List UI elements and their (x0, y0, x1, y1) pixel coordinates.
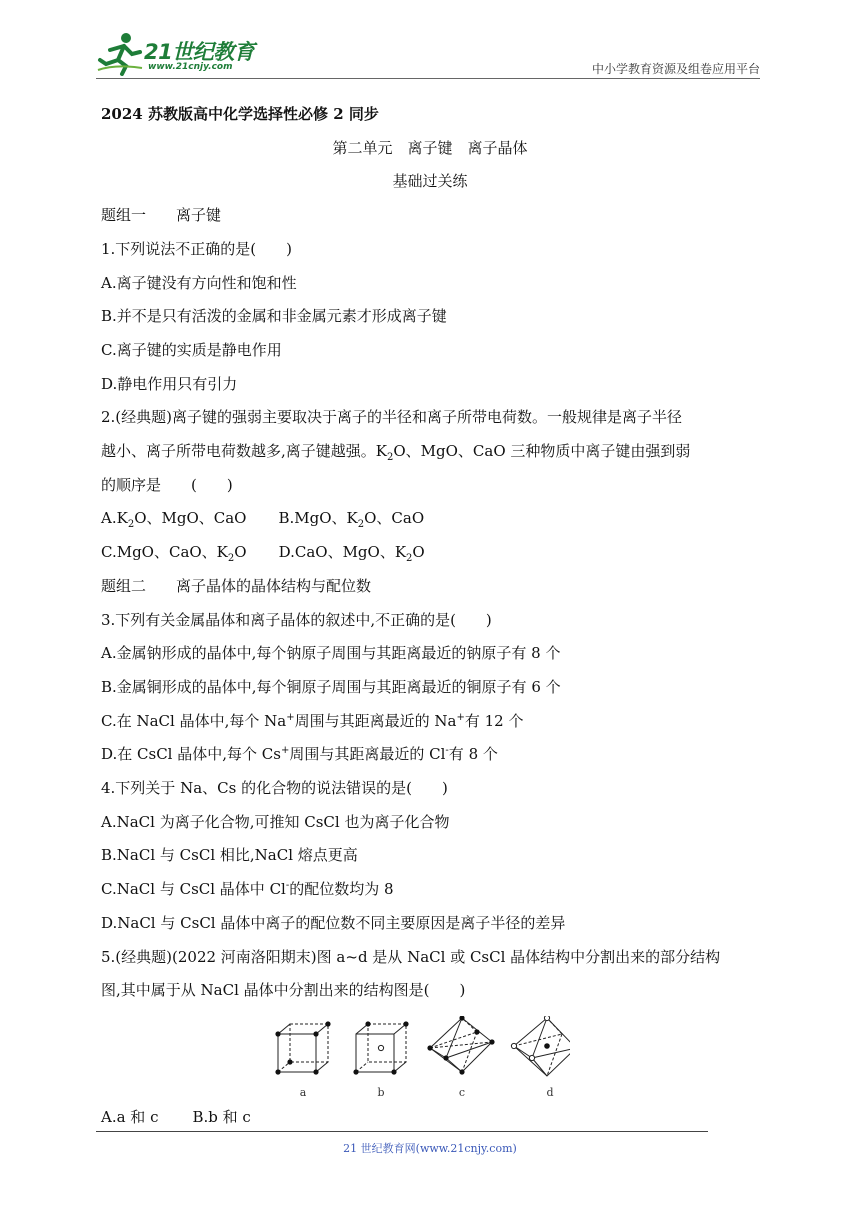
q2-stem-line1: 2.(经典题)离子键的强弱主要取决于离子的半径和离子所带电荷数。一般规律是离子半径 (101, 408, 683, 427)
q2-line2-part-a: 越小、离子所带电荷数越多,离子键越强。K (101, 442, 387, 461)
header-divider (96, 78, 760, 79)
q2-d-pre: D.CaO、MgO、K (278, 543, 407, 562)
q2-option-c (101, 543, 247, 565)
q3-d-part-a: D.在 CsCl 晶体中,每个 Cs (101, 745, 281, 764)
q3-c-part-b: 周围与其距离最近的 Na (294, 711, 457, 730)
q4-c-part-a: C.NaCl 与 CsCl 晶体中 Cl (101, 880, 286, 899)
crystal-structure-figure (270, 1016, 570, 1102)
group-heading-2: 题组二 离子晶体的晶体结构与配位数 (101, 576, 372, 595)
superscript: - (285, 880, 290, 892)
fig-label-b: b (377, 1086, 385, 1099)
superscript: + (456, 711, 465, 723)
site-logo (96, 30, 266, 80)
q5-stem-line2: 图,其中属于从 NaCl 晶体中分割出来的结构图是( ) (101, 981, 466, 1000)
q4-option-d: D.NaCl 与 CsCl 晶体中离子的配位数不同主要原因是离子半径的差异 (101, 913, 566, 932)
q2-a-post: O、MgO、CaO (134, 509, 247, 528)
q1-option-c: C.离子键的实质是静电作用 (101, 340, 282, 359)
q1-stem: 1.下列说法不正确的是( ) (101, 239, 293, 258)
document-body (101, 98, 771, 1008)
q5-options-ab (101, 1101, 771, 1135)
q5-stem-line1: 5.(经典题)(2022 河南洛阳期末)图 a~d 是从 NaCl 或 CsCl 晶体结构中分割出来的部分结构 (101, 947, 721, 966)
q2-c-pre: C.MgO、CaO、K (101, 543, 228, 562)
fig-label-d: d (546, 1086, 554, 1099)
q3-option-d (101, 738, 771, 772)
q4-option-c (101, 873, 771, 907)
q3-d-part-b: 周围与其距离最近的 Cl (289, 745, 446, 764)
q5-options (101, 1101, 771, 1135)
q4-c-part-b: 的配位数均为 8 (289, 880, 394, 899)
q2-d-post: O (412, 543, 425, 562)
footer-text: 21 世纪教育网(www.21cnjy.com) (343, 1142, 517, 1155)
subscript: 2 (357, 519, 365, 531)
subscript: 2 (227, 553, 235, 565)
q3-option-a: A.金属钠形成的晶体中,每个钠原子周围与其距离最近的钠原子有 8 个 (101, 644, 561, 663)
platform-name: 中小学教育资源及组卷应用平台 (591, 62, 760, 76)
superscript: + (286, 711, 295, 723)
q3-option-c (101, 705, 771, 739)
subscript: 2 (406, 553, 413, 565)
logo-text: 21世纪教育 (144, 40, 255, 64)
q2-line2-part-b: O、MgO、CaO 三种物质中离子键由强到弱 (393, 442, 691, 461)
q2-options-cd (101, 536, 771, 570)
runner-icon (96, 30, 144, 76)
q2-option-d (278, 543, 425, 565)
q2-options-ab (101, 502, 771, 536)
subscript: 2 (386, 452, 394, 464)
unit-title: 第二单元 离子键 离子晶体 (332, 138, 528, 157)
q2-b-post: O、CaO (364, 509, 425, 528)
doc-title: 2024 苏教版高中化学选择性必修 2 同步 (101, 105, 379, 123)
superscript: - (445, 745, 449, 757)
superscript: + (280, 745, 290, 757)
q4-stem: 4.下列关于 Na、Cs 的化合物的说法错误的是( ) (101, 779, 448, 798)
q3-option-b: B.金属铜形成的晶体中,每个铜原子周围与其距离最近的铜原子有 6 个 (101, 677, 561, 696)
q2-stem-line2 (101, 435, 771, 469)
logo-url: www.21cnjy.com (148, 62, 233, 72)
q1-option-a: A.离子键没有方向性和饱和性 (101, 273, 297, 292)
q2-option-a (101, 509, 247, 531)
q1-option-b: B.并不是只有活泼的金属和非金属元素才形成离子键 (101, 307, 447, 326)
group-heading-1: 题组一 离子键 (101, 206, 222, 225)
q5-option-a: A.a 和 c (101, 1108, 159, 1126)
q3-c-part-c: 有 12 个 (464, 711, 524, 730)
q2-a-pre: A.K (101, 509, 128, 528)
q2-stem-line3: 的顺序是 ( ) (101, 475, 233, 494)
q3-c-part-a: C.在 NaCl 晶体中,每个 Na (101, 711, 287, 730)
q3-d-part-c: 有 8 个 (448, 745, 498, 764)
fig-label-c: c (458, 1086, 466, 1099)
section-title: 基础过关练 (392, 172, 468, 191)
q3-stem: 3.下列有关金属晶体和离子晶体的叙述中,不正确的是( ) (101, 610, 492, 629)
q2-b-pre: B.MgO、K (278, 509, 358, 528)
q2-c-post: O (234, 543, 247, 562)
q5-option-b: B.b 和 c (192, 1108, 251, 1126)
q1-option-d: D.静电作用只有引力 (101, 374, 238, 393)
q2-option-b (278, 509, 425, 531)
fig-label-a: a (299, 1086, 307, 1099)
page-header (96, 30, 760, 82)
subscript: 2 (127, 519, 135, 531)
q4-option-b: B.NaCl 与 CsCl 相比,NaCl 熔点更高 (101, 846, 358, 865)
structure-d (514, 1018, 570, 1076)
structure-a (278, 1024, 328, 1072)
footer-divider (96, 1131, 708, 1132)
structure-c (430, 1018, 492, 1072)
q4-option-a: A.NaCl 为离子化合物,可推知 CsCl 也为离子化合物 (101, 812, 450, 831)
